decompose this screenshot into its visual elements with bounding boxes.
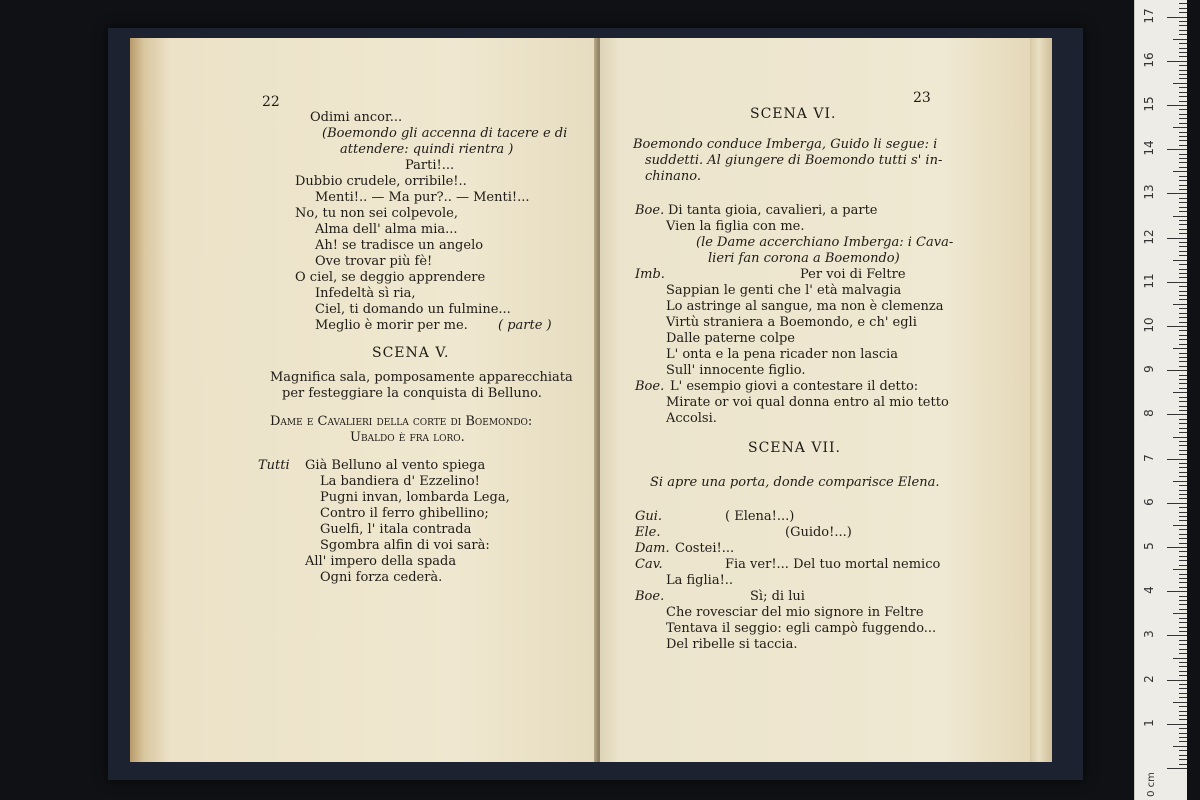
- ruler-tick: [1179, 512, 1187, 513]
- ruler-tick: [1179, 494, 1187, 495]
- cast-line: Ubaldo è fra loro.: [350, 430, 465, 445]
- ruler-tick: [1179, 65, 1187, 66]
- ruler-tick: [1179, 428, 1187, 429]
- ruler-tick: [1179, 229, 1187, 230]
- text-line: Accolsi.: [666, 411, 717, 426]
- ruler-tick: [1173, 746, 1187, 747]
- text-line: Pugni invan, lombarda Lega,: [320, 490, 510, 505]
- text-line: Lo astringe al sangue, ma non è clemenza: [666, 299, 944, 314]
- ruler-tick: [1167, 105, 1187, 106]
- stage-direction: attendere: quindi rientra ): [340, 142, 514, 157]
- ruler-tick: [1179, 534, 1187, 535]
- ruler-tick: [1179, 158, 1187, 159]
- ruler-tick: [1179, 697, 1187, 698]
- ruler-tick: [1179, 684, 1187, 685]
- ruler-tick: [1179, 25, 1187, 26]
- ruler-tick: [1179, 48, 1187, 49]
- ruler-tick: [1173, 481, 1187, 482]
- ruler-tick: [1179, 472, 1187, 473]
- ruler-tick: [1179, 207, 1187, 208]
- ruler-tick: [1179, 463, 1187, 464]
- ruler-tick: [1173, 216, 1187, 217]
- ruler-number: 16: [1142, 52, 1156, 68]
- ruler-tick: [1179, 556, 1187, 557]
- ruler-tick: [1179, 123, 1187, 124]
- text-line: Meglio è morir per me.: [315, 318, 468, 333]
- text-line: Che rovesciar del mio signore in Feltre: [666, 605, 924, 620]
- ruler-tick: [1179, 273, 1187, 274]
- text-line: Ciel, ti domando un fulmine...: [315, 302, 511, 317]
- ruler-tick: [1179, 154, 1187, 155]
- ruler-number: 5: [1142, 542, 1156, 550]
- ruler-number: 14: [1142, 140, 1156, 156]
- ruler-tick: [1173, 260, 1187, 261]
- ruler-tick: [1179, 361, 1187, 362]
- ruler-tick: [1179, 728, 1187, 729]
- ruler-tick: [1179, 366, 1187, 367]
- stage-direction: lieri fan corona a Boemondo): [708, 251, 900, 266]
- ruler-tick: [1179, 313, 1187, 314]
- ruler-tick: [1179, 21, 1187, 22]
- ruler-tick: [1179, 600, 1187, 601]
- ruler-tick: [1179, 755, 1187, 756]
- ruler-tick: [1179, 450, 1187, 451]
- ruler-tick: [1167, 414, 1187, 415]
- ruler-tick: [1179, 12, 1187, 13]
- speaker-label: Cav.: [635, 557, 663, 572]
- text-line: All' impero della spada: [305, 554, 457, 569]
- ruler-tick: [1179, 454, 1187, 455]
- text-line: Sgombra alfin di voi sarà:: [320, 538, 490, 553]
- text-line: Già Belluno al vento spiega: [305, 458, 486, 473]
- scene-heading: SCENA VII.: [748, 440, 841, 456]
- ruler-tick: [1179, 410, 1187, 411]
- ruler-tick: [1167, 724, 1187, 725]
- ruler-tick: [1179, 693, 1187, 694]
- text-line: Sappian le genti che l' età malvagia: [666, 283, 902, 298]
- stage-direction: suddetti. Al giungere di Boemondo tutti s' in-: [645, 153, 943, 168]
- ruler-number: 9: [1142, 365, 1156, 374]
- ruler-tick: [1179, 375, 1187, 376]
- ruler-tick: [1179, 627, 1187, 628]
- ruler-tick: [1179, 759, 1187, 760]
- ruler-tick: [1179, 70, 1187, 71]
- ruler-number: 12: [1142, 228, 1156, 245]
- ruler-tick: [1179, 649, 1187, 650]
- cast-line: Dame e Cavalieri della corte di Boemondo:: [270, 414, 533, 429]
- ruler-tick: [1179, 737, 1187, 738]
- ruler-tick: [1179, 242, 1187, 243]
- ruler-tick: [1179, 538, 1187, 539]
- ruler-tick: [1179, 211, 1187, 212]
- ruler-number: 8: [1142, 409, 1156, 418]
- ruler-number: 4: [1142, 586, 1156, 595]
- ruler-tick: [1179, 264, 1187, 265]
- ruler-tick: [1179, 490, 1187, 491]
- ruler-tick: [1179, 162, 1187, 163]
- ruler-tick: [1179, 335, 1187, 336]
- ruler-tick: [1179, 711, 1187, 712]
- ruler-tick: [1179, 277, 1187, 278]
- text-line: Menti!.. — Ma pur?.. — Menti!...: [315, 190, 530, 205]
- ruler-tick: [1167, 61, 1187, 62]
- ruler-tick: [1167, 547, 1187, 548]
- ruler-tick: [1179, 202, 1187, 203]
- stage-direction: ( parte ): [498, 318, 552, 333]
- text-line: Sull' innocente figlio.: [666, 363, 806, 378]
- ruler-tick: [1179, 618, 1187, 619]
- ruler-tick: [1179, 101, 1187, 102]
- ruler-tick: [1179, 485, 1187, 486]
- text-line: L' esempio giovi a contestare il detto:: [670, 379, 919, 394]
- ruler-tick: [1173, 437, 1187, 438]
- ruler-tick: [1179, 445, 1187, 446]
- ruler-tick: [1179, 604, 1187, 605]
- ruler-tick: [1179, 132, 1187, 133]
- ruler-tick: [1179, 344, 1187, 345]
- ruler-tick: [1179, 52, 1187, 53]
- ruler-tick: [1179, 764, 1187, 765]
- ruler-tick: [1179, 507, 1187, 508]
- ruler-number: 17: [1142, 7, 1156, 24]
- ruler-tick: [1179, 92, 1187, 93]
- scene-heading: SCENA V.: [372, 345, 450, 361]
- ruler-tick: [1179, 357, 1187, 358]
- ruler-tick: [1179, 96, 1187, 97]
- ruler-tick: [1179, 596, 1187, 597]
- ruler-tick: [1179, 8, 1187, 9]
- text-line: Dalle paterne colpe: [666, 331, 795, 346]
- ruler-tick: [1179, 78, 1187, 79]
- ruler-tick: [1179, 295, 1187, 296]
- text-line: ( Elena!...): [725, 509, 795, 524]
- speaker-label: Boe.: [635, 379, 665, 394]
- ruler-tick: [1173, 171, 1187, 172]
- ruler-tick: [1179, 666, 1187, 667]
- ruler-tick: [1179, 3, 1187, 4]
- ruler-tick: [1173, 39, 1187, 40]
- ruler-tick: [1179, 136, 1187, 137]
- ruler-tick: [1179, 299, 1187, 300]
- speaker-label: Imb.: [635, 267, 665, 282]
- ruler-tick: [1179, 741, 1187, 742]
- ruler-tick: [1179, 118, 1187, 119]
- speaker-label: Ele.: [635, 525, 661, 540]
- ruler-tick: [1179, 622, 1187, 623]
- ruler-tick: [1179, 255, 1187, 256]
- ruler-tick: [1179, 688, 1187, 689]
- ruler-tick: [1179, 317, 1187, 318]
- ruler-tick: [1173, 304, 1187, 305]
- ruler-tick: [1179, 662, 1187, 663]
- stage-direction: Si apre una porta, donde comparisce Elena.: [650, 475, 940, 490]
- ruler-tick: [1179, 246, 1187, 247]
- ruler-tick: [1179, 114, 1187, 115]
- ruler-number: 1: [1142, 718, 1156, 727]
- ruler-tick: [1179, 34, 1187, 35]
- ruler-tick: [1179, 543, 1187, 544]
- text-line: La bandiera d' Ezzelino!: [320, 474, 480, 489]
- ruler-tick: [1179, 551, 1187, 552]
- ruler-tick: [1167, 370, 1187, 371]
- ruler-tick: [1179, 432, 1187, 433]
- ruler-tick: [1179, 383, 1187, 384]
- ruler-tick: [1173, 127, 1187, 128]
- text-line: Contro il ferro ghibellino;: [320, 506, 489, 521]
- ruler-number: 15: [1142, 96, 1156, 112]
- ruler-tick: [1173, 392, 1187, 393]
- ruler-tick: [1179, 74, 1187, 75]
- text-line: Parti!...: [405, 158, 455, 173]
- ruler-tick: [1179, 109, 1187, 110]
- speaker-label: Dam.: [635, 541, 670, 556]
- ruler-tick: [1173, 658, 1187, 659]
- ruler-tick: [1179, 609, 1187, 610]
- ruler-number: 3: [1142, 630, 1156, 639]
- ruler-tick: [1179, 631, 1187, 632]
- ruler-tick: [1179, 224, 1187, 225]
- ruler-tick: [1179, 87, 1187, 88]
- ruler-tick: [1173, 569, 1187, 570]
- ruler-tick: [1167, 17, 1187, 18]
- text-line: Ove trovar più fè!: [315, 254, 433, 269]
- ruler-tick: [1179, 653, 1187, 654]
- speaker-label: Tutti: [258, 458, 290, 473]
- text-line: Mirate or voi qual donna entro al mio tetto: [666, 395, 949, 410]
- ruler-tick: [1167, 193, 1187, 194]
- text-line: Di tanta gioia, cavalieri, a parte: [668, 203, 878, 218]
- ruler-tick: [1167, 326, 1187, 327]
- ruler-tick: [1179, 587, 1187, 588]
- ruler-tick: [1179, 308, 1187, 309]
- text-line: Alma dell' alma mia...: [315, 222, 458, 237]
- ruler-tick: [1179, 167, 1187, 168]
- ruler-number: 13: [1142, 184, 1156, 201]
- text-line: Del ribelle si taccia.: [666, 637, 798, 652]
- text-line: Ah! se tradisce un angelo: [315, 238, 484, 253]
- ruler-tick: [1179, 198, 1187, 199]
- ruler-tick: [1179, 339, 1187, 340]
- ruler-tick: [1173, 348, 1187, 349]
- text-line: Infedeltà sì ria,: [315, 286, 416, 301]
- ruler-tick: [1179, 145, 1187, 146]
- text-line: Per voi di Feltre: [800, 267, 906, 282]
- measuring-ruler: [1134, 0, 1187, 800]
- ruler-tick: [1179, 529, 1187, 530]
- page-number-right: 23: [913, 90, 931, 106]
- ruler-tick: [1167, 591, 1187, 592]
- ruler-tick: [1167, 238, 1187, 239]
- ruler-tick: [1179, 733, 1187, 734]
- ruler-tick: [1179, 233, 1187, 234]
- ruler-tick: [1179, 180, 1187, 181]
- stage-direction: Boemondo conduce Imberga, Guido li segue: i: [633, 137, 938, 152]
- ruler-tick: [1167, 149, 1187, 150]
- speaker-label: Boe.: [635, 589, 665, 604]
- stage-direction: (Boemondo gli accenna di tacere e di: [322, 126, 568, 141]
- ruler-tick: [1179, 30, 1187, 31]
- speaker-label: Gui.: [635, 509, 663, 524]
- text-line: Dubbio crudele, orribile!..: [295, 174, 467, 189]
- ruler-number: 6: [1142, 497, 1156, 506]
- text-line: L' onta e la pena ricader non lascia: [666, 347, 899, 362]
- ruler-tick: [1167, 503, 1187, 504]
- right-page: [600, 38, 1030, 762]
- ruler-tick: [1167, 768, 1187, 769]
- text-line: La figlia!..: [666, 573, 734, 588]
- ruler-tick: [1179, 644, 1187, 645]
- ruler-tick: [1179, 560, 1187, 561]
- ruler-tick: [1179, 516, 1187, 517]
- ruler-tick: [1179, 520, 1187, 521]
- ruler-tick: [1179, 353, 1187, 354]
- ruler-tick: [1167, 282, 1187, 283]
- ruler-tick: [1179, 330, 1187, 331]
- ruler-unit: 0 cm: [1145, 772, 1157, 797]
- speaker-label: Boe.: [635, 203, 665, 218]
- ruler-tick: [1173, 613, 1187, 614]
- ruler-tick: [1179, 419, 1187, 420]
- text-line: Magnifica sala, pomposamente apparecchiata: [270, 370, 573, 385]
- ruler-tick: [1179, 582, 1187, 583]
- ruler-tick: [1179, 574, 1187, 575]
- ruler-tick: [1179, 750, 1187, 751]
- ruler-tick: [1173, 702, 1187, 703]
- ruler-tick: [1179, 140, 1187, 141]
- text-line: Costei!...: [675, 541, 735, 556]
- text-line: O ciel, se deggio apprendere: [295, 270, 486, 285]
- text-line: Sì; di lui: [750, 589, 805, 604]
- ruler-number: 7: [1142, 453, 1156, 462]
- ruler-tick: [1179, 675, 1187, 676]
- left-page: [130, 38, 598, 762]
- ruler-tick: [1179, 251, 1187, 252]
- text-line: (Guido!...): [785, 525, 852, 540]
- ruler-tick: [1173, 83, 1187, 84]
- ruler-tick: [1179, 467, 1187, 468]
- ruler-tick: [1179, 388, 1187, 389]
- ruler-tick: [1179, 498, 1187, 499]
- ruler-tick: [1173, 525, 1187, 526]
- ruler-tick: [1179, 719, 1187, 720]
- page-number-left: 22: [262, 94, 280, 110]
- ruler-tick: [1179, 291, 1187, 292]
- ruler-tick: [1179, 176, 1187, 177]
- ruler-tick: [1179, 220, 1187, 221]
- ruler-number: 10: [1142, 317, 1156, 333]
- ruler-tick: [1167, 459, 1187, 460]
- ruler-number: 11: [1142, 273, 1156, 289]
- ruler-tick: [1179, 189, 1187, 190]
- ruler-tick: [1179, 397, 1187, 398]
- ruler-tick: [1179, 322, 1187, 323]
- ruler-tick: [1179, 401, 1187, 402]
- ruler-tick: [1179, 640, 1187, 641]
- ruler-tick: [1179, 406, 1187, 407]
- ruler-tick: [1167, 680, 1187, 681]
- ruler-tick: [1179, 441, 1187, 442]
- ruler-tick: [1179, 269, 1187, 270]
- stage-direction: chinano.: [645, 169, 702, 184]
- ruler-tick: [1179, 423, 1187, 424]
- ruler-tick: [1179, 185, 1187, 186]
- ruler-tick: [1179, 43, 1187, 44]
- text-line: No, tu non sei colpevole,: [295, 206, 458, 221]
- ruler-tick: [1179, 476, 1187, 477]
- scene-heading: SCENA VI.: [750, 106, 837, 122]
- ruler-number: 2: [1142, 674, 1156, 683]
- ruler-tick: [1179, 671, 1187, 672]
- text-line: Virtù straniera a Boemondo, e ch' egli: [666, 315, 917, 330]
- text-line: Vien la figlia con me.: [666, 219, 805, 234]
- ruler-tick: [1179, 379, 1187, 380]
- text-line: Odimi ancor...: [310, 110, 403, 125]
- stage-direction: (le Dame accerchiano Imberga: i Cava-: [696, 235, 954, 250]
- text-line: Guelfi, l' itala contrada: [320, 522, 472, 537]
- ruler-tick: [1179, 565, 1187, 566]
- ruler-tick: [1179, 286, 1187, 287]
- text-line: per festeggiare la conquista di Belluno.: [282, 386, 542, 401]
- text-line: Fia ver!... Del tuo mortal nemico: [725, 557, 941, 572]
- ruler-tick: [1179, 706, 1187, 707]
- ruler-tick: [1167, 635, 1187, 636]
- ruler-tick: [1179, 578, 1187, 579]
- ruler-tick: [1179, 56, 1187, 57]
- text-line: Tentava il seggio: egli campò fuggendo...: [666, 621, 937, 636]
- text-line: Ogni forza cederà.: [320, 570, 443, 585]
- ruler-tick: [1179, 715, 1187, 716]
